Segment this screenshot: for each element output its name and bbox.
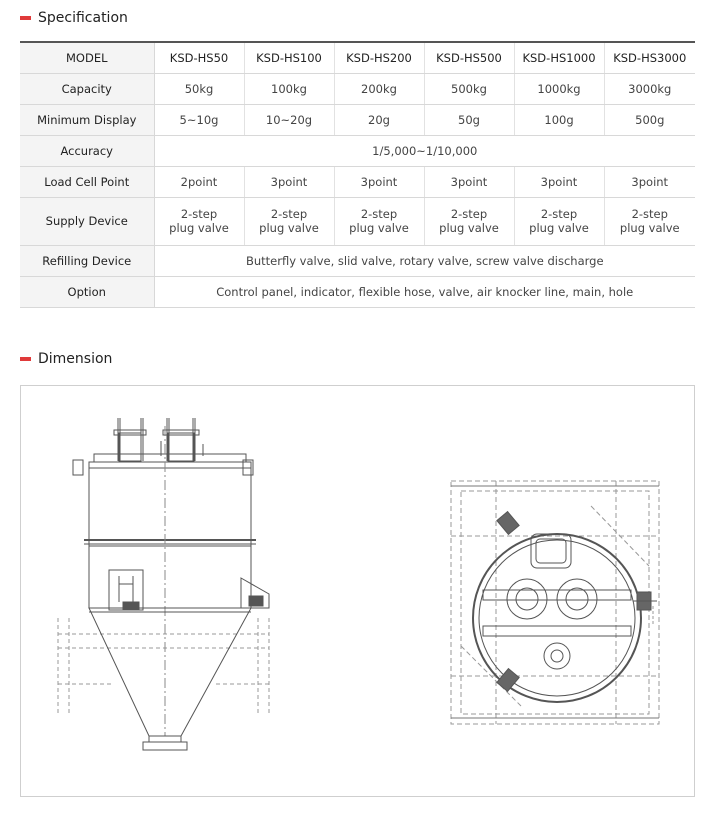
supply-label: Supply Device: [20, 197, 154, 245]
table-row-supply-device: [20, 197, 695, 245]
min-display-value: 10~20g: [244, 104, 334, 135]
refilling-label: Refilling Device: [20, 245, 154, 276]
load-cell-value: 3point: [244, 166, 334, 197]
table-row-min-display: [20, 104, 695, 135]
load-cell-label: Load Cell Point: [20, 166, 154, 197]
table-row-option: [20, 276, 695, 307]
table-row-capacity: [20, 73, 695, 104]
min-display-value: 20g: [334, 104, 424, 135]
load-cell-value: 3point: [604, 166, 695, 197]
capacity-label: Capacity: [20, 73, 154, 104]
capacity-value: 100kg: [244, 73, 334, 104]
supply-line2: plug valve: [619, 221, 680, 235]
load-cell-value: 3point: [334, 166, 424, 197]
min-display-value: 5~10g: [154, 104, 244, 135]
min-display-value: 50g: [424, 104, 514, 135]
capacity-value: 500kg: [424, 73, 514, 104]
accuracy-label: Accuracy: [20, 135, 154, 166]
supply-line2: plug valve: [529, 221, 589, 235]
model-name: KSD-HS1000: [514, 42, 604, 73]
capacity-value: 50kg: [154, 73, 244, 104]
dimension-drawing: [21, 386, 694, 796]
supply-value: [514, 197, 604, 245]
supply-value: [244, 197, 334, 245]
capacity-value: 200kg: [334, 73, 424, 104]
dimension-title: Dimension: [38, 351, 113, 367]
supply-value: [334, 197, 424, 245]
supply-value: [604, 197, 695, 245]
load-cell-value: 2point: [154, 166, 244, 197]
table-row-model: [20, 42, 695, 73]
supply-line2: plug valve: [439, 221, 499, 235]
capacity-value: 3000kg: [604, 73, 695, 104]
refilling-value: Butterfly valve, slid valve, rotary valve, screw valve discharge: [154, 245, 695, 276]
red-dash-icon: [20, 357, 31, 361]
option-value: Control panel, indicator, flexible hose, valve, air knocker line, main, hole: [154, 276, 695, 307]
supply-value: [154, 197, 244, 245]
supply-line2: plug valve: [349, 221, 409, 235]
model-name: KSD-HS500: [424, 42, 514, 73]
model-name: KSD-HS200: [334, 42, 424, 73]
supply-line1: 2-step: [450, 207, 488, 221]
supply-line1: 2-step: [270, 207, 308, 221]
supply-line1: 2-step: [631, 207, 668, 221]
min-display-value: 100g: [514, 104, 604, 135]
supply-line2: plug valve: [259, 221, 319, 235]
supply-line1: 2-step: [360, 207, 398, 221]
side-elevation-drawing: [58, 418, 269, 750]
min-display-value: 500g: [604, 104, 695, 135]
red-dash-icon: [20, 16, 31, 20]
load-cell-value: 3point: [514, 166, 604, 197]
model-label: MODEL: [20, 42, 154, 73]
load-cell-value: 3point: [424, 166, 514, 197]
table-row-accuracy: [20, 135, 695, 166]
option-label: Option: [20, 276, 154, 307]
table-row-load-cell: [20, 166, 695, 197]
plan-view-drawing: [451, 481, 659, 724]
min-display-label: Minimum Display: [20, 104, 154, 135]
specification-title: Specification: [38, 10, 128, 26]
dimension-drawing-frame: [20, 385, 695, 797]
specification-table: [20, 41, 695, 308]
model-name: KSD-HS100: [244, 42, 334, 73]
table-row-refilling: [20, 245, 695, 276]
specification-heading: [20, 10, 128, 26]
supply-line2: plug valve: [169, 221, 229, 235]
model-name: KSD-HS50: [154, 42, 244, 73]
capacity-value: 1000kg: [514, 73, 604, 104]
accuracy-value: 1/5,000~1/10,000: [154, 135, 695, 166]
dimension-heading: [20, 351, 112, 367]
supply-line1: 2-step: [180, 207, 218, 221]
supply-line1: 2-step: [540, 207, 578, 221]
supply-value: [424, 197, 514, 245]
model-name: KSD-HS3000: [604, 42, 695, 73]
